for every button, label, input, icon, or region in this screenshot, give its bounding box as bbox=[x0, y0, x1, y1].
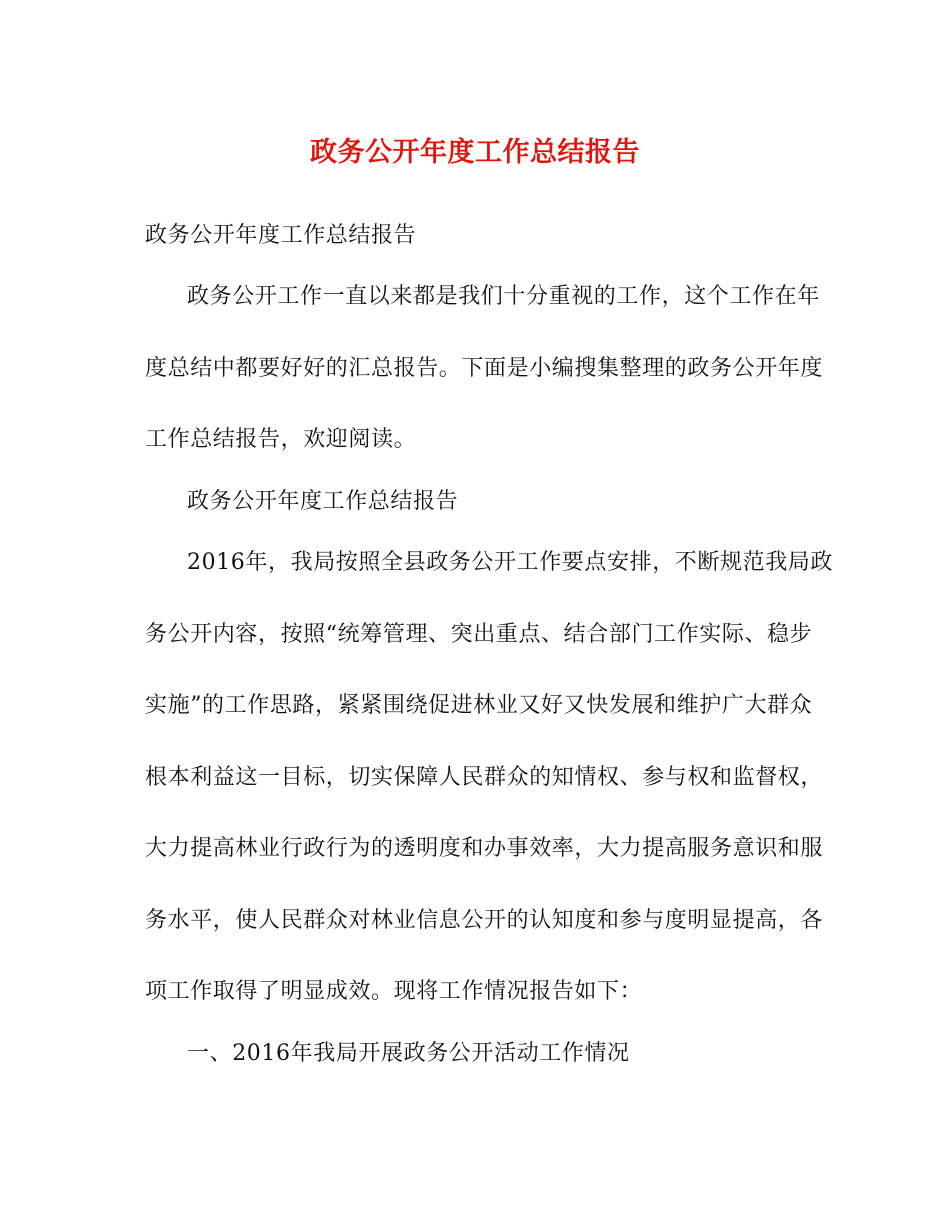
section-heading-line: 一、2016年我局开展政务公开活动工作情况 bbox=[187, 1041, 630, 1066]
subtitle-line: 政务公开年度工作总结报告 bbox=[145, 223, 417, 248]
paragraph-line: 务水平，使人民群众对林业信息公开的认知度和参与度明显提高，各 bbox=[145, 908, 824, 933]
paragraph-line: 项工作取得了明显成效。现将工作情况报告如下： bbox=[145, 979, 643, 1004]
section-heading-line: 政务公开年度工作总结报告 bbox=[187, 489, 459, 514]
paragraph-line: 2016年，我局按照全县政务公开工作要点安排，不断规范我局政 bbox=[187, 550, 833, 575]
paragraph-line: 根本利益这一目标，切实保障人民群众的知情权、参与权和监督权， bbox=[145, 765, 824, 790]
paragraph-line: 实施”的工作思路，紧紧围绕促进林业又好又快发展和维护广大群众 bbox=[145, 693, 813, 718]
paragraph-line: 政务公开工作一直以来都是我们十分重视的工作，这个工作在年 bbox=[187, 284, 820, 309]
paragraph-line: 大力提高林业行政行为的透明度和办事效率，大力提高服务意识和服 bbox=[145, 836, 824, 861]
document-title: 政务公开年度工作总结报告 bbox=[310, 137, 640, 168]
paragraph-line: 度总结中都要好好的汇总报告。下面是小编搜集整理的政务公开年度 bbox=[145, 356, 824, 381]
paragraph-line: 务公开内容，按照“统筹管理、突出重点、结合部门工作实际、稳步 bbox=[145, 622, 813, 647]
paragraph-line: 工作总结报告，欢迎阅读。 bbox=[145, 427, 417, 452]
